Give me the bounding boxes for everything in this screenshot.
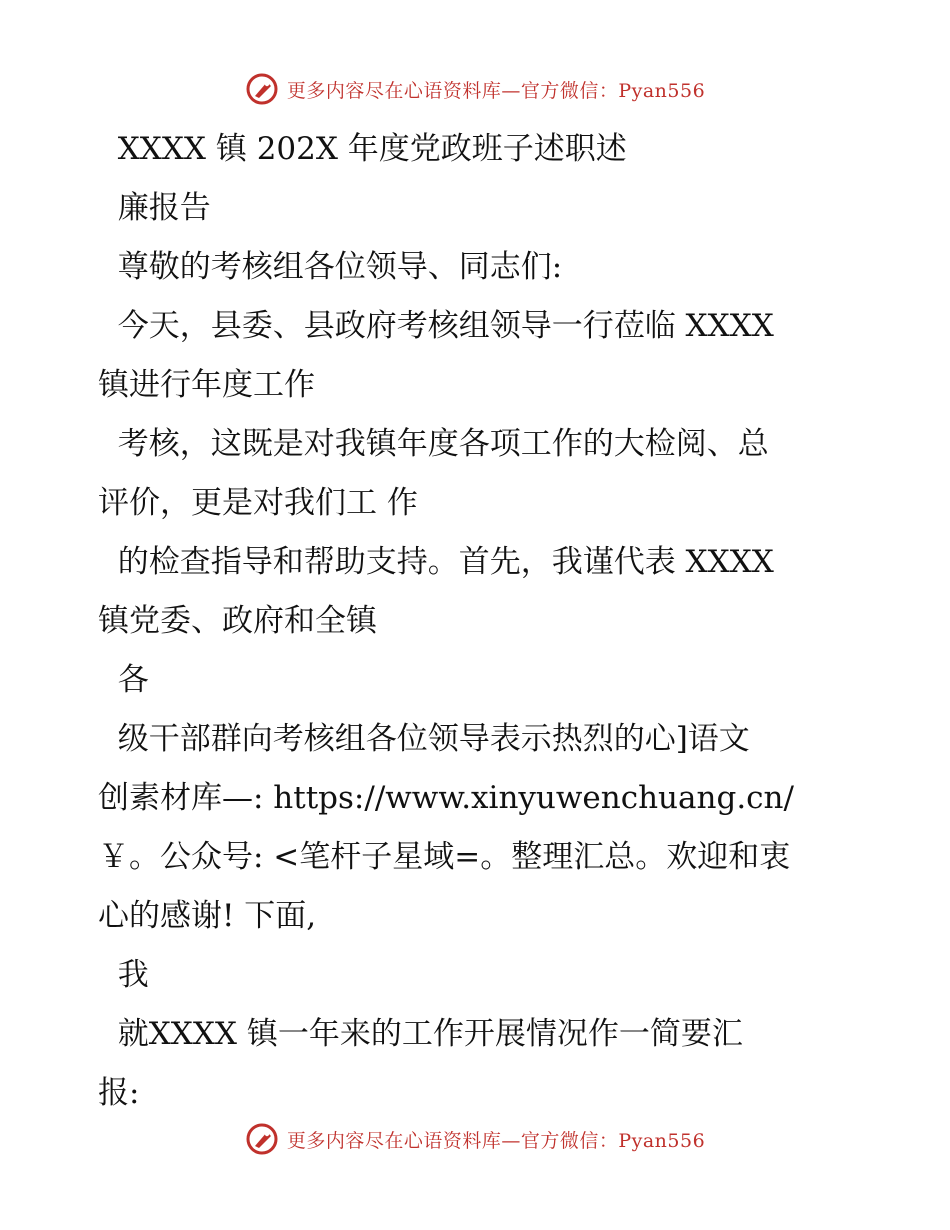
document-line: 评价，更是对我们工 作	[98, 485, 418, 521]
document-line: 就XXXX 镇一年来的工作开展情况作一简要汇	[98, 1016, 743, 1052]
document-line: 心的感谢! 下面,	[98, 898, 317, 934]
header-banner-text: 更多内容尽在心语资料库—官方微信：Pyan556	[286, 79, 706, 102]
document-line: 级干部群向考核组各位领导表示热烈的心]语文	[98, 721, 750, 757]
document-line: 创素材库—: https://www.xinyuwenchuang.cn/	[98, 780, 794, 816]
document-line: ￥。公众号: <笔杆子星域=。整理汇总。欢迎和衷	[98, 839, 791, 875]
document-line: 的检查指导和帮助支持。首先，我谨代表 XXXX	[98, 544, 774, 580]
document-line: 各	[98, 662, 149, 698]
document-line: 廉报告	[98, 190, 211, 226]
document-line: 尊敬的考核组各位领导、同志们:	[98, 249, 563, 285]
document-line: 今天，县委、县政府考核组领导一行莅临 XXXX	[98, 308, 774, 344]
document-line: 报:	[98, 1075, 140, 1111]
document-line: 镇进行年度工作	[98, 367, 315, 403]
document-line: 考核，这既是对我镇年度各项工作的大检阅、总	[98, 426, 769, 462]
document-line: 镇党委、政府和全镇	[98, 603, 377, 639]
header-banner	[0, 72, 950, 106]
footer-banner	[0, 1122, 950, 1156]
document-body	[98, 120, 858, 1123]
footer-banner-text: 更多内容尽在心语资料库—官方微信：Pyan556	[286, 1129, 706, 1152]
pen-nib-logo-icon	[245, 1122, 279, 1156]
pen-nib-logo-icon	[245, 72, 279, 106]
document-line: XXXX 镇 202X 年度党政班子述职述	[98, 131, 627, 167]
document-line: 我	[98, 957, 149, 993]
